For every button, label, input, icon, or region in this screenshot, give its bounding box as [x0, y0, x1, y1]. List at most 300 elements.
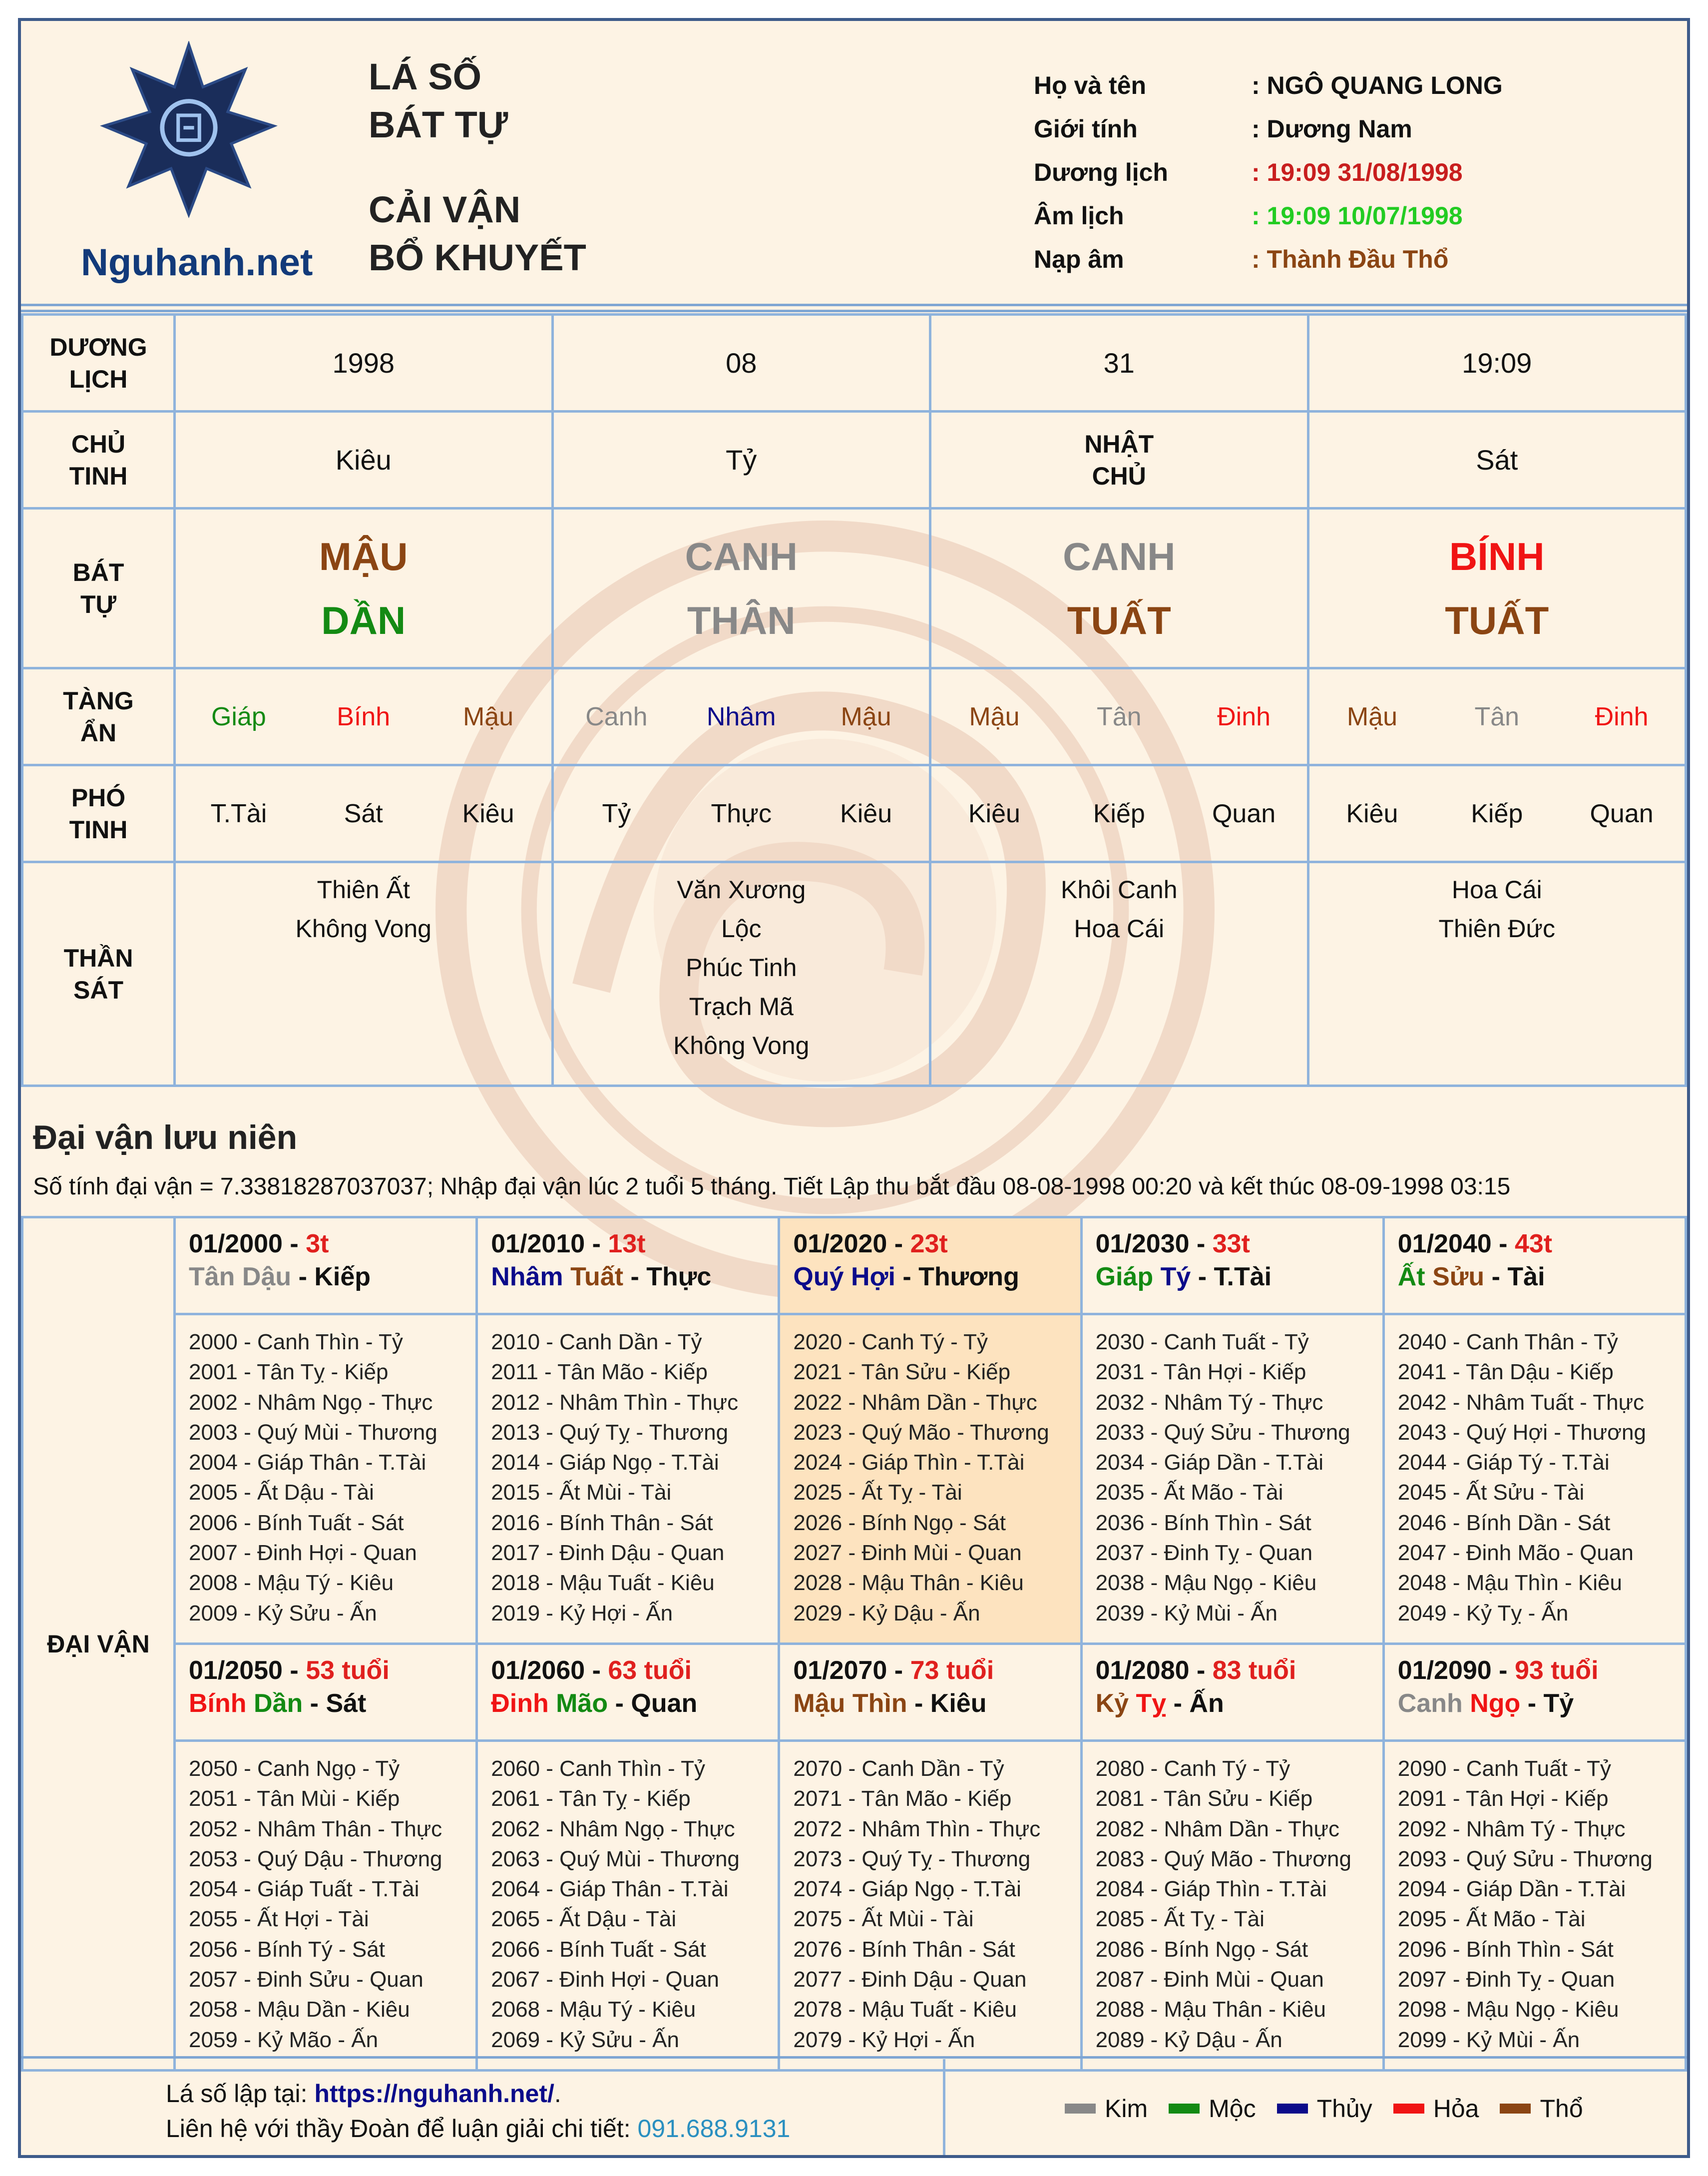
- period-role: Kiêu: [930, 1689, 987, 1718]
- period-sep: -: [907, 1689, 930, 1718]
- pho-tinh-item: Sát: [344, 799, 383, 828]
- period-can: Giáp: [1095, 1262, 1154, 1291]
- year-item: 2019 - Kỷ Hợi - Ấn: [491, 1601, 673, 1626]
- footer-text: Liên hệ với thầy Đoàn để luận giải chi tiết:: [166, 2115, 638, 2143]
- year-item: 2041 - Tân Dậu - Kiếp: [1397, 1360, 1614, 1385]
- year-item: 2036 - Bính Thìn - Sát: [1095, 1510, 1311, 1535]
- info-value: : 19:09 31/08/1998: [1252, 158, 1463, 186]
- year-item: 2011 - Tân Mão - Kiếp: [491, 1360, 708, 1385]
- footer-divider: [943, 2059, 945, 2158]
- pillar-month: [552, 509, 930, 668]
- year-item: 2079 - Kỷ Hợi - Ấn: [793, 2027, 975, 2052]
- period-space: [1153, 1262, 1160, 1291]
- year-item: 2084 - Giáp Thìn - T.Tài: [1095, 1877, 1327, 1902]
- pho-tinh-item: T.Tài: [210, 799, 267, 828]
- row-duong-lich: [22, 315, 1686, 412]
- period-age: 53 tuổi: [306, 1656, 390, 1685]
- year-item: 2072 - Nhâm Thìn - Thực: [793, 1816, 1041, 1841]
- year-item: 2032 - Nhâm Tý - Thực: [1095, 1390, 1323, 1415]
- heavenly-stem: BÍNH: [1449, 534, 1545, 578]
- chu-tinh-cell: Sát: [1308, 412, 1686, 509]
- info-label: Họ và tên: [1034, 71, 1147, 99]
- year-item: 2082 - Nhâm Dần - Thực: [1095, 1816, 1339, 1841]
- row-bat-tu: [22, 509, 1686, 668]
- year-item: 2033 - Quý Sửu - Thương: [1095, 1420, 1350, 1445]
- legend-item: [1065, 2094, 1148, 2123]
- info-label: Giới tính: [1034, 115, 1138, 143]
- day-cell: 31: [930, 315, 1308, 412]
- year-item: 2046 - Bính Dần - Sát: [1397, 1510, 1611, 1535]
- dai-van-note: Số tính đại vận = 7.33818287037037; Nhập đại vận lúc 2 tuổi 5 tháng. Tiết Lập thu bắt đầu 08-08-1998 00:20 và kết thúc 08-09-1998 03:15: [33, 1173, 1511, 1200]
- than-sat-item: Thiên Ất: [317, 876, 410, 904]
- hidden-stem: Mậu: [462, 702, 514, 731]
- pho-tinh-item: Thực: [711, 799, 772, 828]
- year-item: 2092 - Nhâm Tý - Thực: [1397, 1816, 1626, 1841]
- dai-van-years: [175, 1741, 477, 2071]
- legend-label: Mộc: [1209, 2095, 1256, 2123]
- period-space: [563, 1262, 570, 1291]
- period-line: [491, 1654, 778, 1687]
- year-item: 2088 - Mậu Thân - Kiêu: [1095, 1997, 1326, 2022]
- period-line: [491, 1227, 778, 1260]
- legend-swatch-icon: [1277, 2104, 1308, 2114]
- dai-van-period: [1383, 1644, 1686, 1741]
- than-sat-cell: [175, 862, 553, 1086]
- info-row: [1034, 201, 1683, 244]
- info-row: [1034, 245, 1683, 288]
- year-item: 2010 - Canh Dần - Tỷ: [491, 1330, 702, 1354]
- period-line: [1398, 1654, 1685, 1687]
- year-cell: 1998: [175, 315, 553, 412]
- year-item: 2016 - Bính Thân - Sát: [491, 1510, 713, 1535]
- info-label: Âm lịch: [1034, 202, 1124, 230]
- legend-label: Thủy: [1316, 2095, 1372, 2123]
- hidden-stems: [930, 668, 1308, 765]
- period-space: [845, 1689, 852, 1718]
- period-role: Quan: [631, 1689, 698, 1718]
- than-sat-cell: [930, 862, 1308, 1086]
- period-can: Tân: [189, 1262, 235, 1291]
- title-la-so: [369, 53, 508, 149]
- dai-van-period: [1081, 1644, 1383, 1741]
- year-item: 2099 - Kỷ Mùi - Ấn: [1397, 2027, 1580, 2052]
- period-can: Mậu: [793, 1689, 846, 1718]
- row-label: THẦN SÁT: [22, 862, 175, 1086]
- period-can: Kỷ: [1095, 1689, 1129, 1718]
- than-sat-item: Khôi Canh: [1061, 876, 1178, 904]
- year-item: 2049 - Kỷ Tỵ - Ấn: [1397, 1601, 1569, 1626]
- footer-line-2: [166, 2114, 790, 2143]
- divider: [21, 304, 1687, 306]
- period-age: 13t: [608, 1229, 646, 1258]
- year-item: 2043 - Quý Hợi - Thương: [1397, 1420, 1646, 1445]
- year-item: 2080 - Canh Tý - Tỷ: [1095, 1756, 1290, 1781]
- year-item: 2094 - Giáp Dần - T.Tài: [1397, 1877, 1626, 1902]
- than-sat-item: Thiên Đức: [1438, 915, 1556, 943]
- row-tang-an: [22, 668, 1686, 765]
- dai-van-years: [1081, 1314, 1383, 1644]
- year-item: 2020 - Canh Tý - Tỷ: [793, 1330, 988, 1354]
- period-date: 01/2080: [1095, 1656, 1190, 1685]
- element-legend: [1065, 2094, 1604, 2123]
- period-role: Thương: [918, 1262, 1019, 1291]
- period-sep: -: [585, 1229, 608, 1258]
- period-sep: -: [895, 1262, 919, 1291]
- period-chi: Dậu: [242, 1262, 292, 1291]
- period-role: Tài: [1507, 1262, 1545, 1291]
- divider: [21, 2056, 1687, 2059]
- dai-van-years: [477, 1314, 779, 1644]
- hour-cell: 19:09: [1308, 315, 1686, 412]
- period-space: [247, 1689, 254, 1718]
- dai-van-years: [1383, 1314, 1686, 1644]
- year-item: 2000 - Canh Thìn - Tỷ: [189, 1330, 403, 1354]
- year-item: 2029 - Kỷ Dậu - Ấn: [793, 1601, 980, 1626]
- hidden-stems: [1308, 668, 1686, 765]
- year-item: 2075 - Ất Mùi - Tài: [793, 1907, 974, 1932]
- dai-van-years: [477, 1741, 779, 2071]
- period-pillar: [491, 1260, 778, 1293]
- legend-item: [1169, 2094, 1256, 2123]
- info-value: : Dương Nam: [1252, 115, 1412, 143]
- year-item: 2014 - Giáp Ngọ - T.Tài: [491, 1450, 719, 1475]
- period-sep: -: [887, 1229, 910, 1258]
- year-item: 2042 - Nhâm Tuất - Thực: [1397, 1390, 1645, 1415]
- heavenly-stem: CANH: [685, 534, 798, 578]
- period-sep: -: [1189, 1656, 1213, 1685]
- pho-tinh-item: Kiếp: [1471, 799, 1523, 828]
- pho-tinh-cell: [930, 765, 1308, 862]
- phone-link[interactable]: 091.688.9131: [637, 2115, 791, 2143]
- period-space: [1425, 1262, 1432, 1291]
- title-cai-van: [369, 186, 586, 282]
- pho-tinh-item: Tỷ: [602, 799, 631, 828]
- row-label: TÀNG ẨN: [22, 668, 175, 765]
- bazi-table: [21, 313, 1687, 1087]
- period-chi: Hợi: [851, 1262, 895, 1291]
- hidden-stems: [175, 668, 553, 765]
- period-age: 83 tuổi: [1212, 1656, 1296, 1685]
- row-label: BÁT TỰ: [22, 509, 175, 668]
- year-item: 2031 - Tân Hợi - Kiếp: [1095, 1360, 1306, 1385]
- site-link[interactable]: https://nguhanh.net/: [314, 2080, 554, 2108]
- year-item: 2076 - Bính Thân - Sát: [793, 1937, 1015, 1962]
- period-chi: Ngọ: [1470, 1689, 1521, 1718]
- earthly-branch: TUẤT: [1067, 598, 1171, 642]
- dai-van-years: [1383, 1741, 1686, 2071]
- year-item: 2077 - Đinh Dậu - Quan: [793, 1967, 1027, 1992]
- year-item: 2096 - Bính Thìn - Sát: [1397, 1937, 1614, 1962]
- year-item: 2017 - Đinh Dậu - Quan: [491, 1541, 725, 1566]
- than-sat-cell: [1308, 862, 1686, 1086]
- period-pillar: [1096, 1687, 1382, 1720]
- hidden-stem: Tân: [1474, 702, 1520, 731]
- period-role: Kiếp: [314, 1262, 371, 1291]
- pho-tinh-cell: [552, 765, 930, 862]
- period-can: Bính: [189, 1689, 247, 1718]
- legend-swatch-icon: [1500, 2104, 1531, 2114]
- period-chi: Tý: [1160, 1262, 1191, 1291]
- period-pillar: [793, 1687, 1080, 1720]
- hidden-stem: Đinh: [1217, 702, 1271, 731]
- period-space: [1463, 1689, 1470, 1718]
- period-age: 3t: [306, 1229, 329, 1258]
- hidden-stem: Bính: [337, 702, 391, 731]
- hidden-stem: Mậu: [969, 702, 1020, 731]
- period-sep: -: [1189, 1229, 1213, 1258]
- period-line: [1096, 1654, 1382, 1687]
- title-line: BÁT TỰ: [369, 104, 508, 145]
- dai-van-period: [477, 1217, 779, 1314]
- period-sep: -: [1520, 1689, 1544, 1718]
- period-date: 01/2040: [1397, 1229, 1492, 1258]
- period-sep: -: [887, 1656, 910, 1685]
- year-item: 2091 - Tân Hợi - Kiếp: [1397, 1786, 1609, 1811]
- than-sat-item: Lộc: [721, 915, 762, 943]
- pillar-hour: [1308, 509, 1686, 668]
- year-item: 2070 - Canh Dần - Tỷ: [793, 1756, 1004, 1781]
- period-can: Nhâm: [491, 1262, 563, 1291]
- period-age: 23t: [910, 1229, 948, 1258]
- period-chi: Mão: [556, 1689, 608, 1718]
- year-item: 2086 - Bính Ngọ - Sát: [1095, 1937, 1308, 1962]
- year-item: 2068 - Mậu Tý - Kiêu: [491, 1997, 696, 2022]
- year-item: 2098 - Mậu Ngọ - Kiêu: [1397, 1997, 1619, 2022]
- chu-tinh-cell: Kiêu: [175, 412, 553, 509]
- period-date: 01/2010: [491, 1229, 585, 1258]
- year-item: 2059 - Kỷ Mão - Ấn: [189, 2027, 379, 2052]
- year-item: 2015 - Ất Mùi - Tài: [491, 1480, 672, 1505]
- heavenly-stem: CANH: [1063, 534, 1176, 578]
- year-item: 2004 - Giáp Thân - T.Tài: [189, 1450, 427, 1475]
- info-label: Dương lịch: [1034, 158, 1168, 186]
- year-item: 2008 - Mậu Tý - Kiêu: [189, 1571, 394, 1596]
- year-item: 2002 - Nhâm Ngọ - Thực: [189, 1390, 433, 1415]
- period-chi: Dần: [253, 1689, 303, 1718]
- pho-tinh-cell: [1308, 765, 1686, 862]
- header: [21, 21, 1687, 306]
- period-sep: -: [282, 1229, 306, 1258]
- than-sat-item: Không Vong: [295, 915, 431, 943]
- dai-van-table: [21, 1216, 1687, 2072]
- year-item: 2021 - Tân Sửu - Kiếp: [793, 1360, 1011, 1385]
- year-item: 2056 - Bính Tý - Sát: [189, 1937, 385, 1962]
- year-item: 2067 - Đinh Hợi - Quan: [491, 1967, 720, 1992]
- pho-tinh-item: Kiếp: [1093, 799, 1145, 828]
- legend-label: Kim: [1105, 2095, 1148, 2123]
- period-sep: -: [608, 1689, 631, 1718]
- year-item: 2064 - Giáp Thân - T.Tài: [491, 1877, 729, 1902]
- info-value: : Thành Đầu Thổ: [1252, 245, 1449, 273]
- hidden-stem: Mậu: [841, 702, 891, 731]
- year-item: 2001 - Tân Tỵ - Kiếp: [189, 1360, 389, 1385]
- year-item: 2027 - Đinh Mùi - Quan: [793, 1541, 1022, 1566]
- year-item: 2039 - Kỷ Mùi - Ấn: [1095, 1601, 1278, 1626]
- dai-van-years-row: [22, 1314, 1686, 1644]
- period-chi: Thìn: [852, 1689, 907, 1718]
- than-sat-item: Phúc Tinh: [686, 954, 797, 982]
- year-item: 2045 - Ất Sửu - Tài: [1397, 1480, 1585, 1505]
- nhat-chu-cell: NHẬT CHỦ: [930, 412, 1308, 509]
- hidden-stem: Canh: [585, 702, 648, 731]
- dai-van-label: ĐẠI VẬN: [22, 1217, 175, 2071]
- year-item: 2006 - Bính Tuất - Sát: [189, 1510, 404, 1535]
- period-chi: Sửu: [1432, 1262, 1485, 1291]
- earthly-branch: THÂN: [687, 598, 796, 642]
- year-item: 2097 - Đinh Tỵ - Quan: [1397, 1967, 1615, 1992]
- title-line: CẢI VẬN: [369, 189, 521, 230]
- info-value: : 19:09 10/07/1998: [1252, 202, 1463, 230]
- year-item: 2048 - Mậu Thìn - Kiêu: [1397, 1571, 1622, 1596]
- period-line: [793, 1227, 1080, 1260]
- period-line: [793, 1654, 1080, 1687]
- year-item: 2081 - Tân Sửu - Kiếp: [1095, 1786, 1313, 1811]
- year-item: 2026 - Bính Ngọ - Sát: [793, 1510, 1006, 1535]
- legend-item: [1393, 2094, 1479, 2123]
- dai-van-period: [779, 1217, 1081, 1314]
- dai-van-years: [175, 1314, 477, 1644]
- year-item: 2071 - Tân Mão - Kiếp: [793, 1786, 1012, 1811]
- period-sep: -: [282, 1656, 306, 1685]
- dai-van-period: [1383, 1217, 1686, 1314]
- hidden-stem: Nhâm: [706, 702, 776, 731]
- period-date: 01/2090: [1397, 1656, 1492, 1685]
- year-item: 2047 - Đinh Mão - Quan: [1397, 1541, 1634, 1566]
- period-age: 73 tuổi: [910, 1656, 994, 1685]
- dai-van-years: [1081, 1741, 1383, 2071]
- footer-text: Lá số lập tại:: [166, 2080, 315, 2108]
- period-can: Ất: [1397, 1262, 1425, 1291]
- year-item: 2018 - Mậu Tuất - Kiêu: [491, 1571, 715, 1596]
- row-chu-tinh: [22, 412, 1686, 509]
- legend-label: Hỏa: [1433, 2095, 1479, 2123]
- info-row: [1034, 114, 1683, 157]
- than-sat-item: Hoa Cái: [1451, 876, 1542, 904]
- period-pillar: [491, 1687, 778, 1720]
- legend-swatch-icon: [1065, 2104, 1096, 2114]
- pho-tinh-item: Kiêu: [1346, 799, 1398, 828]
- star-logo-icon: [99, 41, 279, 236]
- year-item: 2009 - Kỷ Sửu - Ấn: [189, 1601, 377, 1626]
- legend-swatch-icon: [1393, 2104, 1424, 2114]
- dai-van-title: Đại vận lưu niên: [33, 1118, 298, 1156]
- earthly-branch: TUẤT: [1445, 598, 1549, 642]
- pho-tinh-item: Kiêu: [462, 799, 514, 828]
- than-sat-item: Trạch Mã: [689, 993, 794, 1021]
- year-item: 2040 - Canh Thân - Tỷ: [1397, 1330, 1618, 1354]
- year-item: 2069 - Kỷ Sửu - Ấn: [491, 2027, 679, 2052]
- hidden-stem: Mậu: [1346, 702, 1397, 731]
- year-item: 2030 - Canh Tuất - Tỷ: [1095, 1330, 1309, 1354]
- period-space: [549, 1689, 556, 1718]
- dai-van-years: [779, 1314, 1081, 1644]
- period-chi: Tuất: [570, 1262, 624, 1291]
- than-sat-item: Văn Xương: [677, 876, 806, 904]
- year-item: 2022 - Nhâm Dần - Thực: [793, 1390, 1037, 1415]
- dai-van-years: [779, 1741, 1081, 2071]
- dai-van-period: [477, 1644, 779, 1741]
- year-item: 2089 - Kỷ Dậu - Ấn: [1095, 2027, 1282, 2052]
- period-role: Tỷ: [1543, 1689, 1574, 1718]
- year-item: 2087 - Đinh Mùi - Quan: [1095, 1967, 1324, 1992]
- info-label: Nạp âm: [1034, 245, 1124, 273]
- than-sat-cell: [552, 862, 930, 1086]
- dai-van-head-row: [22, 1644, 1686, 1741]
- chu-tinh-cell: Tỷ: [552, 412, 930, 509]
- legend-label: Thổ: [1540, 2095, 1583, 2123]
- year-item: 2023 - Quý Mão - Thương: [793, 1420, 1049, 1445]
- row-label: CHỦ TINH: [22, 412, 175, 509]
- period-pillar: [189, 1260, 475, 1293]
- year-item: 2013 - Quý Tỵ - Thương: [491, 1420, 729, 1445]
- period-can: Quý: [793, 1262, 844, 1291]
- year-item: 2073 - Quý Tỵ - Thương: [793, 1846, 1031, 1871]
- year-item: 2054 - Giáp Tuất - T.Tài: [189, 1877, 420, 1902]
- period-line: [1096, 1227, 1382, 1260]
- year-item: 2061 - Tân Tỵ - Kiếp: [491, 1786, 691, 1811]
- info-row: [1034, 71, 1683, 114]
- period-age: 43t: [1514, 1229, 1553, 1258]
- year-item: 2044 - Giáp Tý - T.Tài: [1397, 1450, 1610, 1475]
- year-item: 2093 - Quý Sửu - Thương: [1397, 1846, 1653, 1871]
- pho-tinh-item: Kiêu: [840, 799, 892, 828]
- period-age: 93 tuổi: [1514, 1656, 1599, 1685]
- pho-tinh-item: Quan: [1590, 799, 1654, 828]
- period-sep: -: [1491, 1656, 1515, 1685]
- period-sep: -: [585, 1656, 608, 1685]
- hidden-stem: Tân: [1096, 702, 1142, 731]
- year-item: 2038 - Mậu Ngọ - Kiêu: [1095, 1571, 1317, 1596]
- period-age: 33t: [1212, 1229, 1250, 1258]
- year-item: 2051 - Tân Mùi - Kiếp: [189, 1786, 400, 1811]
- period-sep: -: [291, 1262, 315, 1291]
- year-item: 2095 - Ất Mão - Tài: [1397, 1907, 1586, 1932]
- year-item: 2050 - Canh Ngọ - Tỷ: [189, 1756, 400, 1781]
- period-can: Đinh: [491, 1689, 549, 1718]
- year-item: 2028 - Mậu Thân - Kiêu: [793, 1571, 1024, 1596]
- pho-tinh-item: Quan: [1212, 799, 1276, 828]
- pho-tinh-item: Kiêu: [968, 799, 1020, 828]
- period-sep: -: [623, 1262, 647, 1291]
- period-sep: -: [1191, 1262, 1214, 1291]
- period-sep: -: [1166, 1689, 1190, 1718]
- info-row: [1034, 158, 1683, 201]
- year-item: 2085 - Ất Tỵ - Tài: [1095, 1907, 1265, 1932]
- year-item: 2058 - Mậu Dần - Kiêu: [189, 1997, 410, 2022]
- period-pillar: [1096, 1260, 1382, 1293]
- divider: [21, 310, 1687, 312]
- title-line: LÁ SỐ: [369, 56, 482, 97]
- year-item: 2083 - Quý Mão - Thương: [1095, 1846, 1351, 1871]
- year-item: 2090 - Canh Tuất - Tỷ: [1397, 1756, 1611, 1781]
- year-item: 2037 - Đinh Tỵ - Quan: [1095, 1541, 1313, 1566]
- dai-van-period: [175, 1217, 477, 1314]
- earthly-branch: DẦN: [321, 598, 406, 642]
- year-item: 2065 - Ất Dậu - Tài: [491, 1907, 677, 1932]
- dai-van-period: [779, 1644, 1081, 1741]
- year-item: 2024 - Giáp Thìn - T.Tài: [793, 1450, 1025, 1475]
- year-item: 2012 - Nhâm Thìn - Thực: [491, 1390, 739, 1415]
- pho-tinh-cell: [175, 765, 553, 862]
- period-can: Canh: [1397, 1689, 1463, 1718]
- legend-item: [1277, 2094, 1372, 2123]
- period-chi: Tỵ: [1136, 1689, 1167, 1718]
- period-role: Sát: [326, 1689, 367, 1718]
- year-item: 2066 - Bính Tuất - Sát: [491, 1937, 706, 1962]
- period-space: [1129, 1689, 1136, 1718]
- period-sep: -: [1491, 1229, 1515, 1258]
- year-item: 2078 - Mậu Tuất - Kiêu: [793, 1997, 1017, 2022]
